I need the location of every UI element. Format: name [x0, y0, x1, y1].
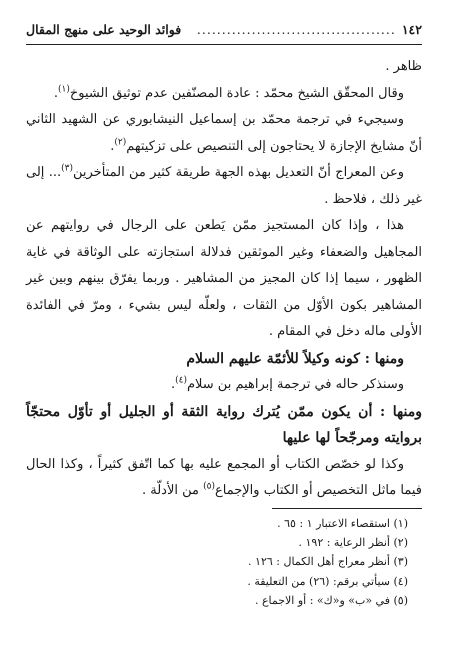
- paragraph-tail: .: [53, 85, 59, 101]
- paragraph: [26, 372, 422, 399]
- paragraph-text: وكذا لو خصّص الكتاب أو المجمع عليه بها كما اتّفق كثيراً ، وكذا الحال فيما ماثل التخصيص أو الكتاب والإجماع: [26, 456, 422, 498]
- section-heading: [26, 346, 422, 373]
- paragraph: [26, 213, 422, 346]
- footnote-ref: (١): [58, 84, 70, 95]
- paragraph-text: ومنها : كونه وكيلاً للأئمّة عليهم السلام: [186, 350, 404, 367]
- paragraph: [26, 81, 422, 108]
- page-number: ١٤٢: [401, 22, 422, 37]
- paragraph-text: ومنها : أن يكون ممّن يُترك رواية الثقة أو الجليل أو تأوّل محتجّاً بروايته ومرجّحاً لها عليها: [26, 403, 422, 446]
- footnote-item: (٥) في «ب» و«ك» : أو الاجماع .: [254, 593, 408, 607]
- paragraph-tail: .: [110, 138, 115, 154]
- paragraph-text: ظاهر .: [385, 59, 422, 74]
- paragraph-tail: من الأدلّة .: [141, 483, 204, 498]
- footnote-item: (٢) أنظر الرعاية : ١٩٢ .: [298, 536, 408, 550]
- footnote-ref: (٣): [61, 163, 73, 174]
- paragraph: [26, 54, 422, 81]
- paragraph: [26, 452, 422, 505]
- paragraph-text: وقال المحقّق الشيخ محمّد : عادة المصنّفين عدم توثيق الشيوخ: [69, 85, 404, 101]
- footnote-item: (١) استقصاء الاعتبار ١ : ٦٥ .: [277, 517, 408, 530]
- footnote-ref: (٢): [114, 137, 127, 148]
- paragraph-tail: ... إلى غير ذلك ، فلاحظ .: [26, 165, 422, 207]
- footnote-item: (٣) أنظر معراج أهل الكمال : ١٢٦ .: [248, 555, 408, 569]
- footnote-item: (٤) سيأتي برقم: (٢٦) من التعليقة .: [247, 574, 408, 588]
- header-rule: [26, 44, 422, 45]
- book-title: فوائد الوحيد على منهج المقال: [26, 22, 182, 37]
- paragraph-text: وعن المعراج أنّ التعديل بهذه الجهة طريقة كثير من المتأخرين: [72, 165, 404, 180]
- paragraph: [26, 160, 422, 213]
- page-header: [26, 22, 422, 37]
- section-heading: [26, 399, 422, 452]
- paragraph-text: وسيجيء في ترجمة محمّد بن إسماعيل النيشابوري عن الشهيد الثاني أنّ مشايخ الإجازة لا يحتاجون إلى التنصيص على تزكيتهم: [26, 112, 422, 154]
- footnotes: [26, 514, 408, 610]
- paragraph-text: وسنذكر حاله في ترجمة إبراهيم بن سلام: [186, 377, 404, 392]
- paragraph-tail: .: [170, 377, 176, 392]
- footnote-rule: [272, 508, 422, 509]
- footnote-ref: (٤): [175, 375, 187, 386]
- header-dots: ........................................: [196, 22, 396, 37]
- paragraph-text: هذا ، وإذا كان المستجيز ممّن يَطعن على الرجال في روايتهم عن المجاهيل والضعفاء وغير الموثقين فدلالة استجازته على الوثاقة في غاية الظهور ، سيما إذا كان المجيز من المشاهير . وربما يفرّق بينهم وبين غير المشاهير بكون الأوّل من الثقات ، ولعلّه ليس بشيء ، ومرّ في الفائدة الأولى ماله دخل في المقام .: [26, 218, 422, 339]
- footnote-ref: (٥): [203, 481, 215, 492]
- paragraph: [26, 107, 422, 160]
- body-text: [26, 54, 422, 505]
